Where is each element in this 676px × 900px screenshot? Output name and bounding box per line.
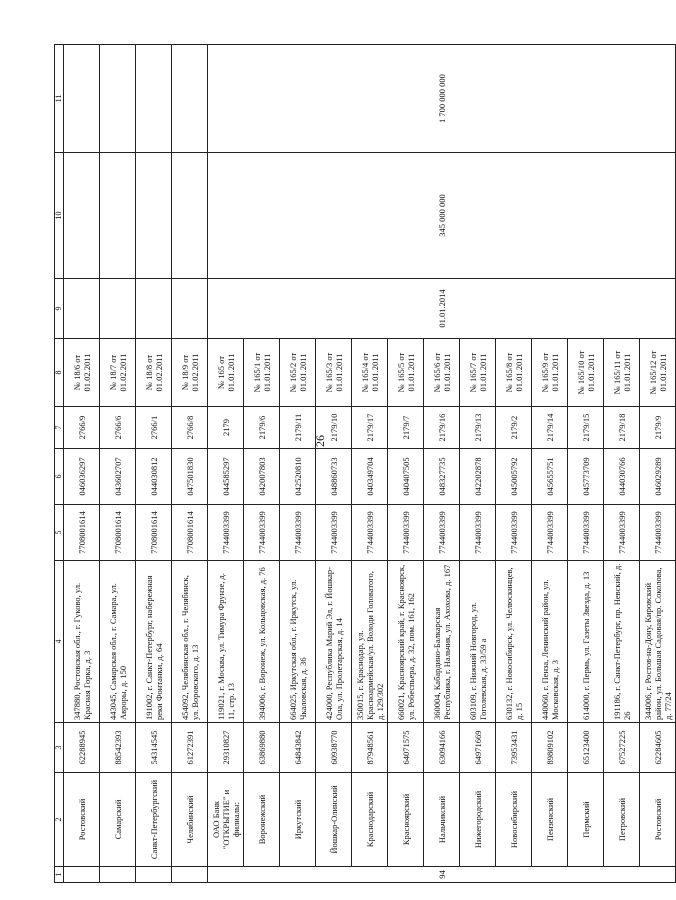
table-cell: 7744003399 bbox=[604, 505, 640, 561]
table-cell: 345 000 000 bbox=[208, 153, 676, 279]
table-cell: Самарский bbox=[100, 773, 136, 867]
table-cell bbox=[100, 153, 136, 279]
table-cell: 664025, Иркутская обл., г. Иркутск, ул. Чкаловская, д. 36 bbox=[280, 561, 316, 723]
table-cell: 2179/10 bbox=[316, 407, 352, 449]
table-cell: 394006, г. Воронеж, ул. Кольцовская, д. 76 bbox=[244, 561, 280, 723]
table-cell: 7744003399 bbox=[352, 505, 388, 561]
table-cell: 048860733 bbox=[316, 449, 352, 505]
table-cell: 047501830 bbox=[172, 449, 208, 505]
column-header: 2 bbox=[55, 773, 64, 867]
table-cell: ОАО Банк "ОТКРЫТИЕ" и филиалы: bbox=[208, 773, 244, 867]
table-cell: № 165/4 от 01.01.2011 bbox=[352, 339, 388, 407]
table-cell bbox=[172, 153, 208, 279]
table-cell: 88542393 bbox=[100, 723, 136, 773]
table-cell: 2179/15 bbox=[568, 407, 604, 449]
table-cell: 630132, г. Новосибирск, ул. Челюскинцев, д. 15 bbox=[496, 561, 532, 723]
table-cell: 63869880 bbox=[244, 723, 280, 773]
table-cell: 61272391 bbox=[172, 723, 208, 773]
table-cell: 65123400 bbox=[568, 723, 604, 773]
table-cell: Ростовский bbox=[640, 773, 676, 867]
table-cell: 73953431 bbox=[496, 723, 532, 773]
column-header: 6 bbox=[55, 449, 64, 505]
table-cell: 7744003399 bbox=[640, 505, 676, 561]
column-header: 5 bbox=[55, 505, 64, 561]
table-cell: 046036297 bbox=[64, 449, 100, 505]
table-cell: 424000, Республика Марий Эл, г. Йошкар-Ола, ул. Пролетарская, д. 14 bbox=[316, 561, 352, 723]
table-cell: № 18/7 от 01.02.2011 bbox=[100, 339, 136, 407]
table-cell: 2179/16 bbox=[424, 407, 460, 449]
header-row bbox=[55, 45, 64, 883]
table-cell: 1 700 000 000 bbox=[208, 45, 676, 153]
table-cell: Йошкар-Олинский bbox=[316, 773, 352, 867]
table-cell: 7744003399 bbox=[388, 505, 424, 561]
table-cell: № 165/3 от 01.01.2011 bbox=[316, 339, 352, 407]
table-cell: № 165/10 от 01.01.2011 bbox=[568, 339, 604, 407]
table-cell: 2179/6 bbox=[244, 407, 280, 449]
table-cell: 454092, Челябинская обл., г. Челябинск, ул. Воровского, д. 13 bbox=[172, 561, 208, 723]
table-cell: 044030766 bbox=[604, 449, 640, 505]
table-cell: 01.01.2014 bbox=[208, 279, 676, 339]
table-cell: 2179/18 bbox=[604, 407, 640, 449]
table-cell: 044030812 bbox=[136, 449, 172, 505]
table-cell bbox=[136, 279, 172, 339]
table-cell: № 165/8 от 01.01.2011 bbox=[496, 339, 532, 407]
table-cell: 042007803 bbox=[244, 449, 280, 505]
table-cell: 2179/9 bbox=[640, 407, 676, 449]
table-cell: № 165/1 от 01.01.2011 bbox=[244, 339, 280, 407]
table-cell: Санкт-Петербургский bbox=[136, 773, 172, 867]
table-cell: 350015, г. Краснодар, ул. Красноармейская/ул. Володи Головатого, д. 129/302 bbox=[352, 561, 388, 723]
table-cell: 344006, г. Ростов-на-Дону, Кировский район, ул. Большая Садовая/пр. Соколова, д. 77/24 bbox=[640, 561, 676, 723]
table-cell bbox=[172, 279, 208, 339]
column-header: 10 bbox=[55, 153, 64, 279]
table-cell: Нижегородский bbox=[460, 773, 496, 867]
table-cell: 7744003399 bbox=[316, 505, 352, 561]
table-cell bbox=[64, 279, 100, 339]
table-cell: 2766/9 bbox=[64, 407, 100, 449]
column-header: 8 bbox=[55, 339, 64, 407]
table-cell: Новосибирский bbox=[496, 773, 532, 867]
table-cell: № 165/2 от 01.01.2011 bbox=[280, 339, 316, 407]
table-cell: 045773709 bbox=[568, 449, 604, 505]
table-cell bbox=[172, 867, 208, 883]
table-cell: 2766/6 bbox=[100, 407, 136, 449]
table-cell bbox=[136, 867, 172, 883]
table-row bbox=[172, 45, 208, 883]
table-cell: 7744003399 bbox=[208, 505, 244, 561]
table-cell: 040407505 bbox=[388, 449, 424, 505]
table-cell: 660021, Красноярский край, г. Красноярск, ул. Робеспьера, д. 32, пом. 161, 162 bbox=[388, 561, 424, 723]
table-cell: Челябинский bbox=[172, 773, 208, 867]
table-cell: № 165/12 от 01.01.2011 bbox=[640, 339, 676, 407]
table-cell: 2179/11 bbox=[280, 407, 316, 449]
table-cell: 614000, г. Пермь, ул. Газеты Звезда, д. 13 bbox=[568, 561, 604, 723]
table-cell bbox=[64, 153, 100, 279]
table-cell: 63094166 bbox=[424, 723, 460, 773]
table-cell: № 165/5 от 01.01.2011 bbox=[388, 339, 424, 407]
table-cell: № 165/9 от 01.01.2011 bbox=[532, 339, 568, 407]
table-cell: 87948561 bbox=[352, 723, 388, 773]
column-header: 9 bbox=[55, 279, 64, 339]
table-cell: 191186, г. Санкт-Петербург, пр. Невский, д. 26 bbox=[604, 561, 640, 723]
table-cell: Пензенский bbox=[532, 773, 568, 867]
table-cell: 94 bbox=[208, 867, 676, 883]
table-cell: 045005792 bbox=[496, 449, 532, 505]
table-cell: 443045, Самарская обл., г. Самара, ул. Авроры, д. 150 bbox=[100, 561, 136, 723]
table-cell bbox=[100, 279, 136, 339]
table-row bbox=[64, 45, 100, 883]
table-cell bbox=[64, 867, 100, 883]
table-cell: 54314545 bbox=[136, 723, 172, 773]
table-cell: Краснодарский bbox=[352, 773, 388, 867]
column-header: 4 bbox=[55, 561, 64, 723]
table-cell: Воронежский bbox=[244, 773, 280, 867]
table-cell bbox=[136, 45, 172, 153]
table-cell bbox=[100, 45, 136, 153]
table-cell bbox=[136, 153, 172, 279]
table-cell: № 165 от 01.01.2011 bbox=[208, 339, 244, 407]
page-number: 26 bbox=[313, 435, 327, 447]
table-cell: 2766/8 bbox=[172, 407, 208, 449]
table-cell: 62288945 bbox=[64, 723, 100, 773]
table-cell: 7744003399 bbox=[244, 505, 280, 561]
table-cell: № 18/9 от 01.02.2011 bbox=[172, 339, 208, 407]
table-cell: № 165/6 от 01.01.2011 bbox=[424, 339, 460, 407]
column-header: 7 bbox=[55, 407, 64, 449]
table-cell: 2179 bbox=[208, 407, 244, 449]
table-cell: Нальчикский bbox=[424, 773, 460, 867]
table-cell: Ростовский bbox=[64, 773, 100, 867]
table-cell: 045655751 bbox=[532, 449, 568, 505]
table-cell: 60938770 bbox=[316, 723, 352, 773]
table-cell: 2179/2 bbox=[496, 407, 532, 449]
table-cell: 7744003399 bbox=[496, 505, 532, 561]
table-cell: 2179/17 bbox=[352, 407, 388, 449]
table-row bbox=[100, 45, 136, 883]
table-cell: 042202878 bbox=[460, 449, 496, 505]
table-row bbox=[136, 45, 172, 883]
table-cell: 89809102 bbox=[532, 723, 568, 773]
table-cell: 64071575 bbox=[388, 723, 424, 773]
table-cell: 7708001614 bbox=[172, 505, 208, 561]
table-cell: 044585297 bbox=[208, 449, 244, 505]
column-header: 11 bbox=[55, 45, 64, 153]
table-cell: 2766/1 bbox=[136, 407, 172, 449]
table-cell: 29310827 bbox=[208, 723, 244, 773]
table-cell: 7708001614 bbox=[64, 505, 100, 561]
table-cell: 043602707 bbox=[100, 449, 136, 505]
column-header: 1 bbox=[55, 867, 64, 883]
table-cell: 360004, Кабардино-Балкарская Республика, г. Нальчик, ул. Ахохова, д. 167 bbox=[424, 561, 460, 723]
table-cell: 191002, г. Санкт-Петербург, набережная реки Фонтанки, д. 64 bbox=[136, 561, 172, 723]
table-cell: 62284605 bbox=[640, 723, 676, 773]
table-cell: № 18/6 от 01.02.2011 bbox=[64, 339, 100, 407]
table-cell: 603109, г. Нижний Новгород, ул. Гоголевская, д. 33/59 а bbox=[460, 561, 496, 723]
table-cell: 2179/7 bbox=[388, 407, 424, 449]
register-sheet bbox=[54, 45, 673, 883]
table-cell: № 165/7 от 01.01.2011 bbox=[460, 339, 496, 407]
table-cell: 7708001614 bbox=[100, 505, 136, 561]
table-cell: 440060, г. Пенза, Ленинский район, ул. Московская, д. 3 bbox=[532, 561, 568, 723]
table-cell: 7744003399 bbox=[460, 505, 496, 561]
table-cell: 119021, г. Москва, ул. Тимура Фрунзе, д. 11, стр. 13 bbox=[208, 561, 244, 723]
table-cell: 67527225 bbox=[604, 723, 640, 773]
table-cell: 7744003399 bbox=[568, 505, 604, 561]
table-cell: 7744003399 bbox=[280, 505, 316, 561]
table-cell: 040349704 bbox=[352, 449, 388, 505]
table-cell: 2179/14 bbox=[532, 407, 568, 449]
table-cell: 347880, Ростовская обл., г. Гуково, ул. Красная Горка, д. 3 bbox=[64, 561, 100, 723]
table-cell: Красноярский bbox=[388, 773, 424, 867]
table-cell bbox=[64, 45, 100, 153]
table-cell: 7708001614 bbox=[136, 505, 172, 561]
table-cell bbox=[172, 45, 208, 153]
table-cell: 046029289 bbox=[640, 449, 676, 505]
table-cell: № 165/11 от 01.01.2011 bbox=[604, 339, 640, 407]
column-header: 3 bbox=[55, 723, 64, 773]
table-cell: 2179/13 bbox=[460, 407, 496, 449]
table-cell: Иркутский bbox=[280, 773, 316, 867]
group-row bbox=[208, 45, 244, 883]
table-cell: № 18/8 от 01.02.2011 bbox=[136, 339, 172, 407]
table-cell: 64843842 bbox=[280, 723, 316, 773]
table-cell: 7744003399 bbox=[424, 505, 460, 561]
table-cell: 7744003399 bbox=[532, 505, 568, 561]
table-cell: Пермский bbox=[568, 773, 604, 867]
table-cell bbox=[100, 867, 136, 883]
table-cell: Петровский bbox=[604, 773, 640, 867]
table-cell: 64971669 bbox=[460, 723, 496, 773]
table-cell: 042520810 bbox=[280, 449, 316, 505]
register-table bbox=[54, 44, 676, 883]
table-cell: 048327735 bbox=[424, 449, 460, 505]
